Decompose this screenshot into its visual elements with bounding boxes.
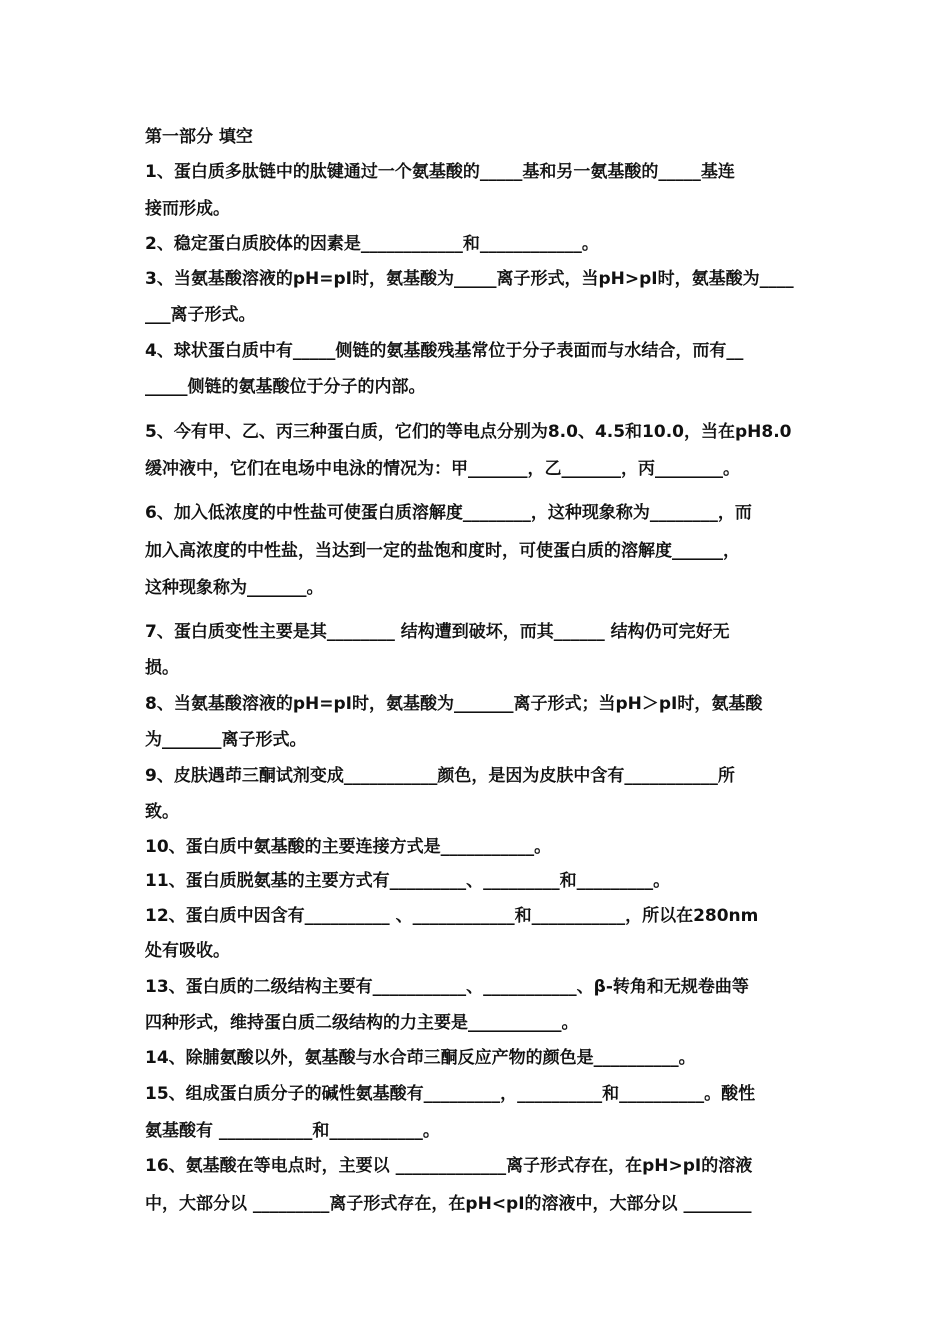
text-line: 7、蛋白质变性主要是其________ 结构遭到破坏，而其______ 结构仍可完好无 [145,622,730,642]
text-line: 13、蛋白质的二级结构主要有___________、___________、β-转角和无规卷曲等 [145,977,749,997]
text-line: 损。 [145,658,179,678]
text-line: 12、蛋白质中因含有__________ 、____________和___________，所以在280nm [145,906,759,926]
text-line: 5、今有甲、乙、丙三种蛋白质，它们的等电点分别为8.0、4.5和10.0，当在pH8.0 [145,422,792,442]
text-line: 为_______离子形式。 [145,730,307,750]
text-line: 加入高浓度的中性盐，当达到一定的盐饱和度时，可使蛋白质的溶解度______， [145,541,740,561]
text-line: 11、蛋白质脱氨基的主要方式有_________、_________和_________。 [145,871,671,891]
text-line: ___离子形式。 [145,305,256,325]
text-line: 9、皮肤遇茚三酮试剂变成___________颜色，是因为皮肤中含有___________所 [145,766,735,786]
text-line: 四种形式，维持蛋白质二级结构的力主要是___________。 [145,1013,579,1033]
text-line: 接而形成。 [145,199,230,219]
text-line: 这种现象称为_______。 [145,578,324,598]
text-line: 4、球状蛋白质中有_____侧链的氨基酸残基常位于分子表面而与水结合，而有__ [145,341,744,361]
section-title: 第一部分 填空 [145,127,253,147]
text-line: 3、当氨基酸溶液的pH=pI时，氨基酸为_____离子形式，当pH>pI时，氨基酸为____ [145,269,794,289]
text-line: 2、稳定蛋白质胶体的因素是____________和____________。 [145,234,599,254]
text-line: 处有吸收。 [145,941,230,961]
text-line: 缓冲液中，它们在电场中电泳的情况为：甲_______，乙_______，丙________。 [145,459,740,479]
text-line: 中，大部分以 _________离子形式存在，在pH<pI的溶液中，大部分以 ________ [145,1194,752,1214]
text-line: 15、组成蛋白质分子的碱性氨基酸有_________，__________和__________。酸性 [145,1084,756,1104]
text-line: 8、当氨基酸溶液的pH=pI时，氨基酸为_______离子形式；当pH＞pI时，氨基酸 [145,694,763,714]
text-line: _____侧链的氨基酸位于分子的内部。 [145,377,426,397]
text-line: 致。 [145,802,179,822]
text-line: 16、氨基酸在等电点时，主要以 _____________离子形式存在，在pH>pI的溶液 [145,1156,753,1176]
text-line: 氨基酸有 ___________和___________。 [145,1121,440,1141]
text-line: 14、除脯氨酸以外，氨基酸与水合茚三酮反应产物的颜色是__________。 [145,1048,696,1068]
text-line: 10、蛋白质中氨基酸的主要连接方式是___________。 [145,837,552,857]
text-line: 1、蛋白质多肽链中的肽键通过一个氨基酸的_____基和另一氨基酸的_____基连 [145,162,735,182]
text-line: 6、加入低浓度的中性盐可使蛋白质溶解度________，这种现象称为________，而 [145,503,752,523]
